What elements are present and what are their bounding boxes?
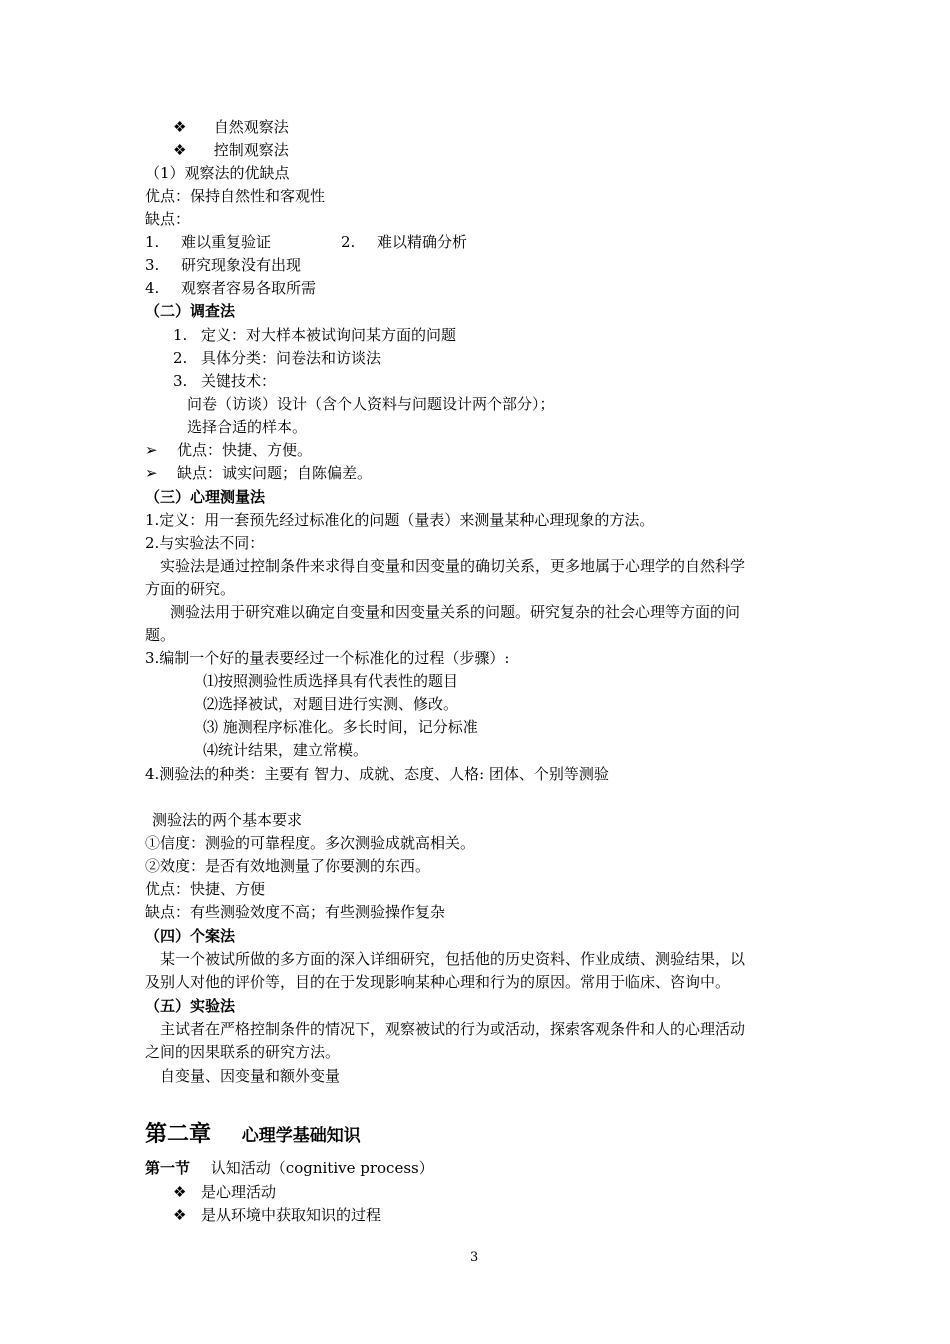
paragraph: 3.编制一个好的量表要经过一个标准化的过程（步骤）: [145, 649, 510, 667]
diamond-bullet-icon: ❖ [173, 1183, 187, 1201]
paragraph: 主试者在严格控制条件的情况下，观察被试的行为或活动，探索客观条件和人的心理活动 [160, 1020, 746, 1038]
section-number: 第一节 [145, 1159, 191, 1177]
paragraph: 问卷（访谈）设计（含个人资料与问题设计两个部分）； [187, 395, 555, 413]
paragraph: ①信度：测验的可靠程度。多次测验成就高相关。 [145, 834, 476, 852]
paragraph: 缺点： [145, 210, 191, 228]
arrow-item: ➢ 优点：快捷、方便。 [145, 441, 313, 459]
subheading: （1）观察法的优缺点 [145, 164, 290, 182]
paragraph: 方面的研究。 [145, 580, 236, 598]
numbered-item: 3. 研究现象没有出现 [145, 256, 302, 274]
numbered-item: 3. 关键技术： [173, 372, 277, 390]
section-heading: （四）个案法 [145, 927, 236, 945]
numbered-item: 2. 难以精确分析 [341, 233, 468, 251]
paragraph: 2.与实验法不同： [145, 534, 265, 552]
paragraph: 实验法是通过控制条件来求得自变量和因变量的确切关系，更多地属于心理学的自然科学 [160, 557, 746, 575]
paragraph: 及别人对他的评价等，目的在于发现影响某种心理和行为的原因。常用于临床、咨询中。 [145, 973, 731, 991]
section-heading: （三）心理测量法 [145, 488, 266, 506]
numbered-item: 2. 具体分类：问卷法和访谈法 [173, 349, 382, 367]
paragraph: 优点：保持自然性和客观性 [145, 187, 326, 205]
diamond-bullet-icon: ❖ [173, 118, 187, 136]
paragraph: 缺点：有些测验效度不高；有些测验操作复杂 [145, 903, 446, 921]
section-title: 第一节 认知活动（cognitive process） [145, 1159, 434, 1177]
step-item: ⑴按照测验性质选择具有代表性的题目 [203, 672, 459, 690]
numbered-item: 1. 难以重复验证 [145, 233, 272, 251]
bullet-item: ❖ 自然观察法 [173, 118, 289, 136]
paragraph: 选择合适的样本。 [187, 418, 308, 436]
arrow-item: ➢ 缺点：诚实问题；自陈偏差。 [145, 464, 373, 482]
paragraph: 4.测验法的种类：主要有 智力、成就、态度、人格: 团体、个别等测验 [145, 765, 609, 783]
paragraph: 自变量、因变量和额外变量 [160, 1067, 341, 1085]
paragraph: 测验法用于研究难以确定自变量和因变量关系的问题。研究复杂的社会心理等方面的问 [170, 603, 741, 621]
numbered-item: 4. 观察者容易各取所需 [145, 279, 317, 297]
paragraph: 题。 [145, 626, 176, 644]
paragraph: 之间的因果联系的研究方法。 [145, 1043, 341, 1061]
paragraph: 测验法的两个基本要求 [152, 811, 303, 829]
bullet-item: ❖ 控制观察法 [173, 141, 289, 159]
diamond-bullet-icon: ❖ [173, 1206, 187, 1224]
paragraph: 1.定义：用一套预先经过标准化的问题（量表）来测量某种心理现象的方法。 [145, 511, 655, 529]
page-number: 3 [470, 1250, 479, 1265]
chapter-number: 第二章 [145, 1121, 212, 1147]
step-item: ⑵选择被试，对题目进行实测、修改。 [203, 695, 459, 713]
diamond-bullet-icon: ❖ [173, 141, 187, 159]
step-item: ⑷统计结果，建立常模。 [203, 741, 369, 759]
chapter-heading [145, 1120, 361, 1150]
bullet-item: ❖ 是从环境中获取知识的过程 [173, 1206, 382, 1224]
arrow-bullet-icon: ➢ [145, 441, 158, 459]
chapter-title: 心理学基础知识 [241, 1126, 361, 1146]
step-item: ⑶ 施测程序标准化。多长时间，记分标准 [203, 718, 478, 736]
arrow-bullet-icon: ➢ [145, 464, 158, 482]
numbered-item: 1. 定义：对大样本被试询问某方面的问题 [173, 326, 457, 344]
section-heading: （二）调查法 [145, 302, 236, 320]
bullet-item: ❖ 是心理活动 [173, 1183, 277, 1201]
paragraph: 优点：快捷、方便 [145, 880, 266, 898]
paragraph: 某一个被试所做的多方面的深入详细研究，包括他的历史资料、作业成绩、测验结果，以 [160, 950, 746, 968]
paragraph: ②效度：是否有效地测量了你要测的东西。 [145, 857, 431, 875]
section-heading: （五）实验法 [145, 997, 236, 1015]
